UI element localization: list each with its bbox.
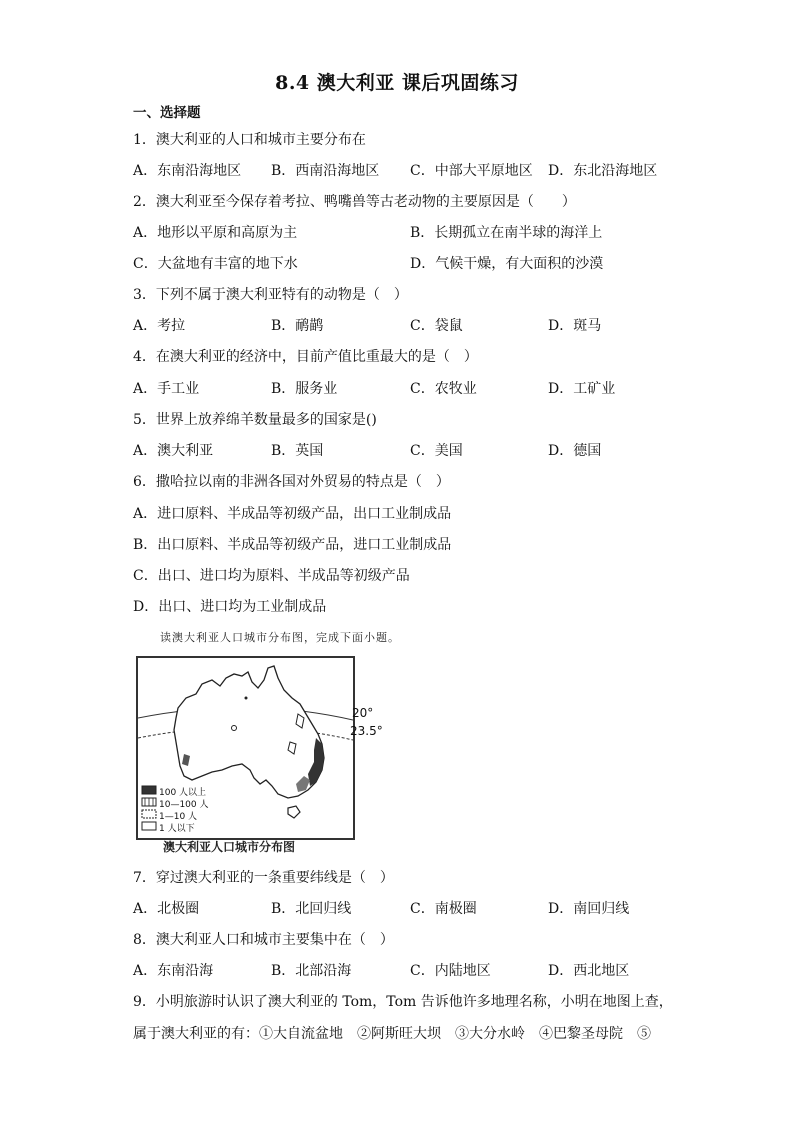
question-1-stem: 1．澳大利亚的人口和城市主要分布在 bbox=[133, 132, 366, 148]
q6-option-a: A．进口原料、半成品等初级产品，出口工业制成品 bbox=[133, 506, 452, 522]
q1-option-a: A．东南沿海地区 bbox=[133, 163, 242, 179]
q5-option-c: C．美国 bbox=[410, 443, 463, 459]
question-7-stem: 7．穿过澳大利亚的一条重要纬线是（ ） bbox=[133, 870, 394, 886]
latitude-label-23: 23.5° bbox=[350, 724, 383, 738]
q4-option-b: B．服务业 bbox=[271, 381, 338, 397]
q3-option-d: D．斑马 bbox=[548, 318, 602, 334]
q1-option-c: C．中部大平原地区 bbox=[410, 163, 533, 179]
legend-label-3: 1—10 人 bbox=[159, 812, 198, 822]
q6-option-d: D．出口、进口均为工业制成品 bbox=[133, 599, 327, 615]
question-8-stem: 8．澳大利亚人口和城市主要集中在（ ） bbox=[133, 932, 394, 948]
q2-option-b: B．长期孤立在南半球的海洋上 bbox=[410, 225, 603, 241]
legend-swatch-sparse bbox=[142, 822, 156, 830]
question-5-stem: 5．世界上放养绵羊数量最多的国家是() bbox=[133, 412, 377, 428]
legend-label-2: 10—100 人 bbox=[159, 800, 209, 810]
australia-population-map bbox=[136, 656, 355, 840]
q1-option-d: D．东北沿海地区 bbox=[548, 163, 658, 179]
q4-option-a: A．手工业 bbox=[133, 381, 200, 397]
q5-option-a: A．澳大利亚 bbox=[133, 443, 214, 459]
tasmania-outline bbox=[288, 806, 300, 818]
latitude-label-20: 20° bbox=[352, 706, 374, 720]
question-3-stem: 3．下列不属于澳大利亚特有的动物是（ ） bbox=[133, 287, 408, 303]
map-caption: 澳大利亚人口城市分布图 bbox=[163, 840, 296, 854]
q6-option-c: C．出口、进口均为原料、半成品等初级产品 bbox=[133, 568, 410, 584]
page-title: 8.4 澳大利亚 课后巩固练习 bbox=[275, 72, 519, 94]
q5-option-b: B．英国 bbox=[271, 443, 324, 459]
australia-outline bbox=[174, 666, 324, 798]
q4-option-c: C．农牧业 bbox=[410, 381, 477, 397]
q3-option-a: A．考拉 bbox=[133, 318, 186, 334]
q5-option-d: D．德国 bbox=[548, 443, 602, 459]
q7-option-b: B．北回归线 bbox=[271, 901, 352, 917]
legend-swatch-low bbox=[142, 810, 156, 818]
legend-swatch-dense bbox=[142, 786, 156, 794]
q6-option-b: B．出口原料、半成品等初级产品，进口工业制成品 bbox=[133, 537, 452, 553]
q2-option-a: A．地形以平原和高原为主 bbox=[133, 225, 298, 241]
question-9-line-2: 属于澳大利亚的有：①大自流盆地 ②阿斯旺大坝 ③大分水岭 ④巴黎圣母院 ⑤ bbox=[133, 1026, 651, 1042]
legend-label-4: 1 人以下 bbox=[159, 824, 195, 834]
question-4-stem: 4．在澳大利亚的经济中，目前产值比重最大的是（ ） bbox=[133, 349, 478, 365]
question-9-line-1: 9．小明旅游时认识了澳大利亚的 Tom，Tom 告诉他许多地理名称，小明在地图上查， bbox=[133, 994, 673, 1010]
northern-town-marker bbox=[245, 697, 248, 700]
q2-option-c: C．大盆地有丰富的地下水 bbox=[133, 256, 298, 272]
q8-option-d: D．西北地区 bbox=[548, 963, 630, 979]
q8-option-a: A．东南沿海 bbox=[133, 963, 214, 979]
legend-label-1: 100 人以上 bbox=[159, 788, 207, 798]
question-6-stem: 6．撒哈拉以南的非洲各国对外贸易的特点是（ ） bbox=[133, 474, 450, 490]
q2-option-d: D．气候干燥，有大面积的沙漠 bbox=[410, 256, 604, 272]
q3-option-c: C．袋鼠 bbox=[410, 318, 463, 334]
q1-option-b: B．西南沿海地区 bbox=[271, 163, 380, 179]
q4-option-d: D．工矿业 bbox=[548, 381, 616, 397]
section-heading: 一、选择题 bbox=[133, 105, 201, 121]
q3-option-b: B．鸸鹋 bbox=[271, 318, 324, 334]
q8-option-c: C．内陆地区 bbox=[410, 963, 491, 979]
q8-option-b: B．北部沿海 bbox=[271, 963, 352, 979]
q7-option-c: C．南极圈 bbox=[410, 901, 477, 917]
reading-instruction: 读澳大利亚人口城市分布图，完成下面小题。 bbox=[160, 631, 400, 644]
question-2-stem: 2．澳大利亚至今保存着考拉、鸭嘴兽等古老动物的主要原因是（ ） bbox=[133, 194, 576, 210]
q7-option-a: A．北极圈 bbox=[133, 901, 200, 917]
q7-option-d: D．南回归线 bbox=[548, 901, 630, 917]
